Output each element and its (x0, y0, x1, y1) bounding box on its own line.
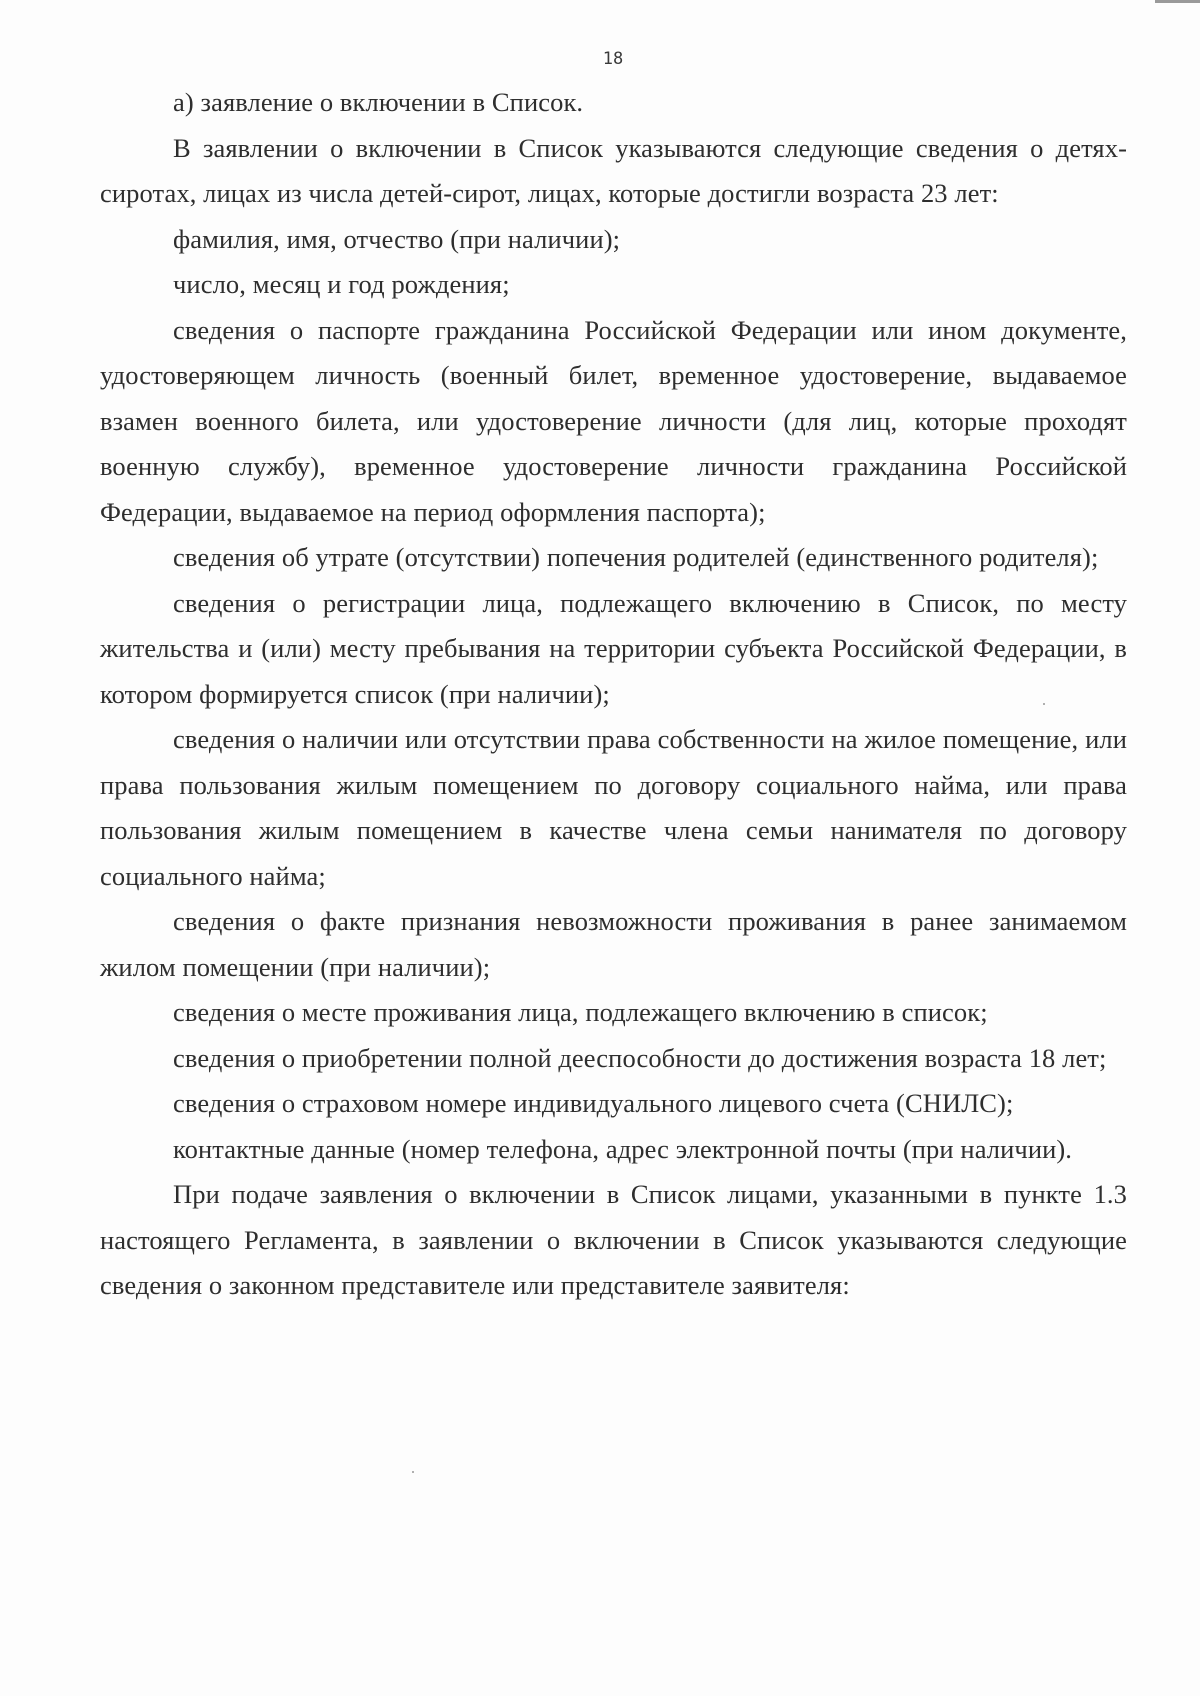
paragraph-impossibility: сведения о факте признания невозможности проживания в ранее занимаемом жилом помещении (при наличии); (100, 906, 1127, 982)
paragraph-parental-care: сведения об утрате (отсутствии) попечения родителей (единственного родителя); (173, 542, 1099, 572)
document-body (100, 80, 1127, 1309)
paragraph-intro: В заявлении о включении в Список указываются следующие сведения о детях-сиротах, лицах из числа детей-сирот, лицах, которые достигли возраста 23 лет: (100, 132, 1127, 208)
paragraph-birth-date: число, месяц и год рождения; (173, 269, 510, 299)
paragraph-property-rights: сведения о наличии или отсутствии права собственности на жилое помещение, или права пользования жилым помещением по договору социального найма, или права пользования жилым помещением в качестве члена семьи нанимателя по договору социального найма; (100, 724, 1127, 891)
paragraph-full-name: фамилия, имя, отчество (при наличии); (173, 223, 621, 254)
paragraph-residence: сведения о месте проживания лица, подлежащего включению в список; (173, 997, 988, 1027)
paragraph-snils: сведения о страховом номере индивидуального лицевого счета (СНИЛС); (173, 1088, 1014, 1118)
paragraph-representative: При подаче заявления о включении в Список лицами, указанными в пункте 1.3 настоящего Регламента, в заявлении о включении в Список указываются следующие сведения о законном представителе или представителе заявителя: (100, 1179, 1127, 1300)
scan-speck (412, 1471, 414, 1473)
paragraph-passport: сведения о паспорте гражданина Российской Федерации или ином документе, удостоверяющем личность (военный билет, временное удостоверение, выдаваемое взамен военного билета, или удостоверение личности (для лиц, которые проходят военную службу), временное удостоверение личности гражданина Российской Федерации, выдаваемое на период оформления паспорта); (100, 314, 1127, 527)
page-number: 18 (602, 49, 624, 69)
paragraph-registration: сведения о регистрации лица, подлежащего включению в Список, по месту жительства и (или) месту пребывания на территории субъекта Российской Федерации, в котором формируется список (при наличии); (100, 587, 1127, 709)
paragraph-legal-capacity: сведения о приобретении полной дееспособности до достижения возраста 18 лет; (173, 1042, 1107, 1073)
paragraph-contacts: контактные данные (номер телефона, адрес электронной почты (при наличии). (173, 1133, 1073, 1164)
scan-speck (1043, 703, 1045, 705)
scan-edge-mark (1155, 0, 1200, 3)
paragraph-item-a: а) заявление о включении в Список. (173, 87, 584, 117)
